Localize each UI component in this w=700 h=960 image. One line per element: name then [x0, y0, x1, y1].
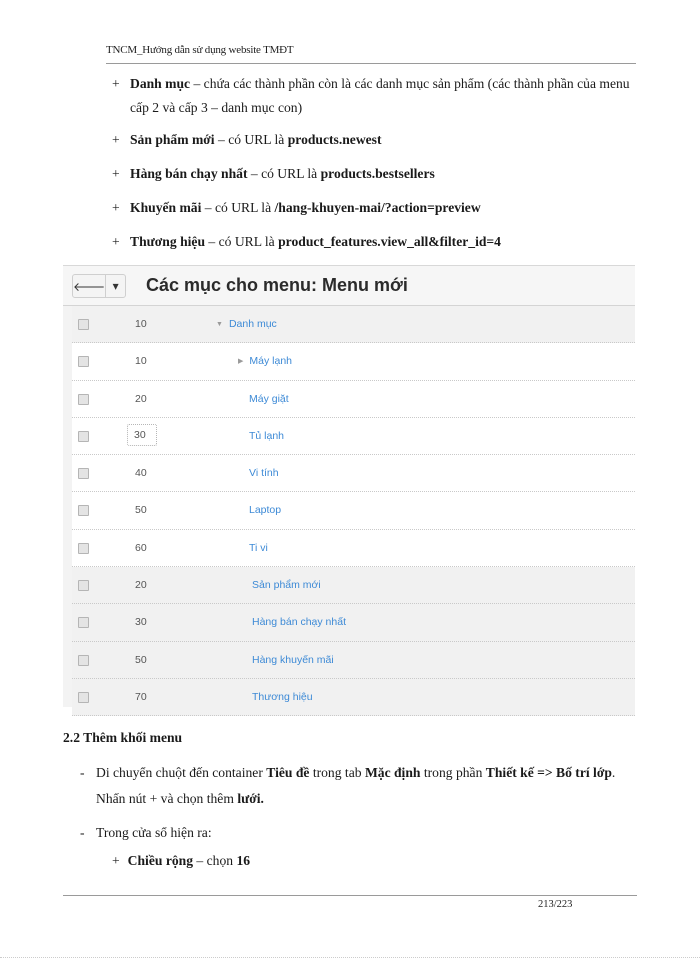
- menu-items-screenshot: [63, 265, 635, 707]
- table-row[interactable]: [72, 381, 635, 418]
- table-row[interactable]: [72, 642, 635, 679]
- bullet-term: Khuyến mãi: [130, 200, 202, 215]
- expand-caret-icon[interactable]: ▶: [238, 358, 244, 366]
- table-row[interactable]: [72, 492, 635, 529]
- position-value: 50: [135, 504, 147, 517]
- menu-item-link[interactable]: Sản phẩm mới: [252, 579, 321, 592]
- screenshot-title: Các mục cho menu: Menu mới: [146, 275, 408, 295]
- bullet-term: Hàng bán chạy nhất: [130, 166, 248, 181]
- bullet-mark: +: [112, 200, 120, 215]
- sub-bullet-chieu-rong: [112, 848, 250, 874]
- menu-item-link[interactable]: Vi tính: [249, 467, 279, 480]
- bullet-mark: +: [112, 166, 120, 181]
- page-header: TNCM_Hướng dẫn sử dụng website TMĐT: [106, 44, 294, 56]
- menu-item-name: [252, 616, 346, 628]
- bullet-mark: +: [112, 234, 120, 249]
- position-value: 50: [135, 653, 147, 666]
- menu-item-name: [252, 579, 321, 591]
- bullet-text: – có URL là: [205, 234, 279, 249]
- menu-item-link[interactable]: Hàng khuyến mãi: [252, 653, 334, 666]
- menu-item-link[interactable]: Hàng bán chạy nhất: [252, 616, 346, 629]
- table-row[interactable]: [72, 306, 635, 343]
- position-value: 30: [135, 616, 147, 629]
- instruction-text: Trong cửa sổ hiện ra:: [96, 825, 212, 840]
- menu-item-link[interactable]: Tủ lạnh: [249, 429, 285, 442]
- menu-items-table: [72, 306, 635, 716]
- table-row[interactable]: [72, 455, 635, 492]
- collapse-caret-icon[interactable]: ▼: [216, 321, 223, 328]
- menu-item-bullet-list: [112, 72, 637, 264]
- bullet-url: products.newest: [287, 132, 382, 147]
- bullet-term: Chiều rộng: [127, 853, 194, 868]
- instruction-text: trong tab: [309, 765, 365, 780]
- bullet-khuyen-mai: [112, 196, 637, 220]
- menu-item-name: [252, 691, 313, 703]
- dash-mark: -: [80, 765, 85, 780]
- table-row[interactable]: [72, 530, 635, 567]
- instruction-emphasis: lưới.: [237, 791, 264, 806]
- row-checkbox[interactable]: [78, 468, 89, 479]
- row-checkbox[interactable]: [78, 505, 89, 516]
- menu-item-name: [249, 467, 279, 479]
- menu-item-name: [238, 355, 292, 367]
- instruction-emphasis: Thiết kế => Bố trí lớp: [485, 765, 612, 780]
- instruction-text: Di chuyển chuột đến container: [96, 765, 267, 780]
- bullet-url: products.bestsellers: [320, 166, 435, 181]
- position-value: 70: [135, 690, 147, 703]
- dash-mark: -: [80, 825, 85, 840]
- bullet-text: – có URL là: [214, 132, 288, 147]
- table-row[interactable]: [72, 679, 635, 716]
- instruction-text: . Nhấn nút + và chọn thêm: [96, 765, 616, 806]
- bullet-thuong-hieu: [112, 230, 637, 254]
- menu-item-link[interactable]: Máy giặt: [249, 392, 289, 405]
- bullet-text: – có URL là: [201, 200, 275, 215]
- menu-item-name: [249, 430, 284, 442]
- menu-item-link[interactable]: Thương hiệu: [252, 690, 313, 703]
- section-title: 2.2 Thêm khối menu: [63, 730, 183, 745]
- position-value: 20: [135, 392, 147, 405]
- bullet-url: /hang-khuyen-mai/?action=preview: [274, 200, 481, 215]
- bullet-hang-ban-chay: [112, 162, 637, 186]
- menu-item-name: [249, 504, 281, 516]
- table-row[interactable]: [72, 343, 635, 380]
- menu-item-name: [249, 542, 268, 554]
- bullet-mark: +: [112, 76, 120, 91]
- bullet-term: Danh mục: [130, 76, 191, 91]
- back-button[interactable]: [73, 275, 105, 297]
- caret-down-icon: ▾: [112, 279, 119, 293]
- instruction-emphasis: Tiêu đề: [266, 765, 310, 780]
- table-row[interactable]: [72, 567, 635, 604]
- instruction-item: [80, 820, 640, 846]
- menu-item-name: [252, 654, 334, 666]
- row-checkbox[interactable]: [78, 580, 89, 591]
- position-value: 40: [135, 467, 147, 480]
- menu-item-link[interactable]: Danh mục: [228, 318, 277, 330]
- bullet-mark: +: [112, 853, 120, 868]
- menu-item-name: [216, 318, 277, 330]
- instruction-text: trong phần: [420, 765, 486, 780]
- bullet-text: – chứa các thành phần còn là các danh mục sản phẩm (các thành phần của menu cấp 2 và cấp 3 – danh mục con): [130, 76, 630, 115]
- bullet-text: – chọn: [193, 853, 237, 868]
- row-checkbox[interactable]: [78, 617, 89, 628]
- page-number: 213/223: [538, 899, 573, 910]
- position-input[interactable]: 30: [127, 424, 157, 446]
- bullet-mark: +: [112, 132, 120, 147]
- screenshot-header: [63, 266, 635, 306]
- menu-item-link[interactable]: Laptop: [249, 504, 282, 517]
- row-checkbox[interactable]: [78, 543, 89, 554]
- row-checkbox[interactable]: [78, 319, 89, 330]
- row-checkbox[interactable]: [78, 655, 89, 666]
- row-checkbox[interactable]: [78, 692, 89, 703]
- bullet-term: Thương hiệu: [130, 234, 205, 249]
- dropdown-button[interactable]: [105, 275, 125, 297]
- footer-divider: [63, 895, 637, 896]
- row-checkbox[interactable]: [78, 431, 89, 442]
- header-divider: [106, 63, 636, 64]
- menu-item-name: [249, 393, 289, 405]
- nav-button-group: [72, 274, 126, 298]
- position-value: 20: [135, 579, 147, 592]
- position-value: 60: [135, 541, 147, 554]
- instruction-list: [80, 760, 640, 854]
- position-value: 10: [135, 355, 147, 368]
- bullet-url: product_features.view_all&filter_id=4: [278, 234, 501, 249]
- bullet-san-pham-moi: [112, 128, 637, 152]
- bullet-danh-muc: [112, 72, 637, 120]
- instruction-emphasis: Mặc định: [364, 765, 421, 780]
- row-checkbox[interactable]: [78, 356, 89, 367]
- menu-item-link[interactable]: Máy lạnh: [249, 355, 292, 368]
- table-row[interactable]: [72, 604, 635, 641]
- bullet-value: 16: [236, 853, 251, 868]
- position-value: 10: [135, 318, 147, 330]
- arrow-left-icon: 🡐: [73, 279, 106, 294]
- bullet-text: – có URL là: [247, 166, 321, 181]
- table-row[interactable]: [72, 418, 635, 455]
- bullet-term: Sản phẩm mới: [130, 132, 215, 147]
- menu-item-link[interactable]: Ti vi: [249, 541, 268, 554]
- instruction-item: [80, 760, 640, 812]
- row-checkbox[interactable]: [78, 394, 89, 405]
- page-edge: [0, 957, 700, 958]
